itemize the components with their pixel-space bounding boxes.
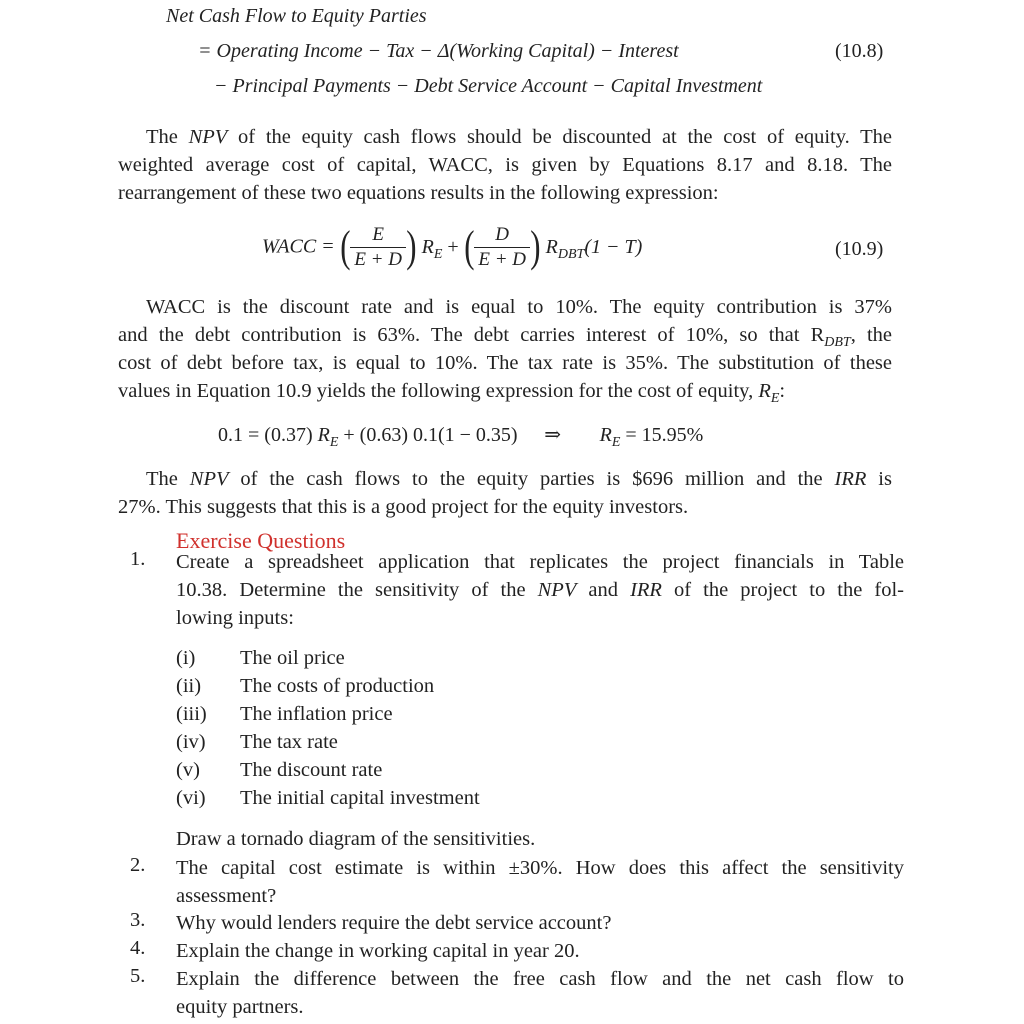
question-line: Explain the change in working capital in year 20. [176,940,580,962]
plus-sign: + [442,235,459,258]
irr-term: IRR [834,468,867,490]
fraction-denominator: E + D [354,248,402,270]
question-number: 5. [130,965,146,987]
list-marker: (iii) [176,703,207,725]
paragraph-line: cost of debt before tax, is equal to 10%. The tax rate is 35%. The substitution of these [118,352,892,374]
fraction-denominator: E + D [478,248,526,270]
question-line: The capital cost estimate is within ±30%. How does this affect the sensitivity [176,857,904,879]
paragraph-line: WACC is the discount rate and is equal to 10%. The equity contribution is 37% [146,296,892,318]
paragraph-line: rearrangement of these two equations results in the following expression: [118,182,719,204]
question-line: Create a spreadsheet application that replicates the project financials in Table [176,551,904,573]
paragraph-npv-equity-parties [118,465,892,521]
fraction-equity [350,223,406,272]
fraction-debt [474,223,530,272]
paragraph-line [118,321,892,349]
equation-10-8-line3: − Principal Payments − Debt Service Account − Capital Investment [214,75,763,97]
tax-factor: (1 − T) [584,235,643,258]
dbt-subscript: DBT [824,335,851,350]
list-marker: (i) [176,647,196,669]
equation-10-9 [262,222,642,272]
right-paren: ) [530,222,541,271]
question-1-text [176,548,904,632]
list-item [176,784,480,812]
re-subscript: E [611,435,621,450]
list-text: The tax rate [240,731,338,753]
paragraph-wacc [118,293,892,405]
text: The [146,126,189,148]
re-subscript: E [770,391,780,406]
question-line: equity partners. [176,996,304,1018]
text: of the project to the fol- [661,579,904,601]
text: The [146,468,190,490]
text: : [779,380,786,402]
re-symbol: R [317,424,330,446]
npv-term: NPV [189,468,229,490]
list-marker: (vi) [176,787,206,809]
list-marker: (v) [176,759,200,781]
paragraph-npv-equity [118,123,892,207]
question-number: 2. [130,854,146,876]
question-3-text [176,909,904,937]
text: of the equity cash flows should be discounted at the cost of equity. The [227,126,892,148]
left-paren: ( [463,222,475,271]
text: and the debt contribution is 63%. The debt carries interest of 10%, so that R [118,324,825,346]
list-marker: (iv) [176,731,206,753]
list-item [176,644,345,672]
text: of the cash flows to the equity parties is $696 million and the [228,468,835,490]
re-symbol: R [599,424,612,446]
re-symbol: R [758,380,771,402]
text: and [576,579,631,601]
re-subscript: E [329,435,339,450]
equation-10-8-line2: = Operating Income − Tax − Δ(Working Capital) − Interest [198,40,679,62]
npv-term: NPV [188,126,228,148]
paragraph-line: weighted average cost of capital, WACC, is given by Equations 8.17 and 8.18. The [118,154,892,176]
rdbt-subscript: DBT [557,246,585,262]
eq-result: = 15.95% [620,424,704,446]
question-number: 3. [130,909,146,931]
equation-number-10-8: (10.8) [835,40,884,62]
paragraph-line [118,377,892,405]
list-item [176,672,434,700]
paragraph-line [118,465,892,493]
list-marker: (ii) [176,675,202,697]
question-5-text [176,965,904,1021]
list-text: The inflation price [240,703,393,725]
exercise-questions-heading: Exercise Questions [176,528,346,553]
paragraph-line [118,123,892,151]
question-4-text [176,937,904,965]
rdbt-symbol: R [545,235,558,258]
list-text: The oil price [240,647,345,669]
paragraph-line: 27%. This suggests that this is a good project for the equity investors. [118,496,689,518]
question-line: lowing inputs: [176,607,294,629]
question-number: 1. [130,548,146,570]
re-term [421,235,459,262]
text: is [866,468,892,490]
irr-term: IRR [630,579,662,601]
question-line [176,576,904,604]
equation-number-10-9: (10.9) [835,238,884,260]
re-symbol: R [421,235,434,258]
fraction-numerator: D [474,223,530,248]
question-line: Why would lenders require the debt service account? [176,912,612,934]
fraction-numerator: E [350,223,406,248]
list-item [176,756,382,784]
text: values in Equation 10.9 yields the following expression for the cost of equity, [118,380,759,402]
wacc-lhs: WACC = [262,235,335,258]
text: , the [850,324,892,346]
question-2-text [176,854,904,910]
right-paren: ) [406,222,417,271]
eq-left: 0.1 = (0.37) [218,424,318,446]
text: 10.38. Determine the sensitivity of the [176,579,538,601]
re-subscript: E [433,246,443,262]
left-paren: ( [339,222,351,271]
question-number: 4. [130,937,146,959]
list-item [176,700,393,728]
question-1-followup: Draw a tornado diagram of the sensitivities. [176,828,536,850]
list-text: The discount rate [240,759,383,781]
eq-middle: + (0.63) 0.1(1 − 0.35) [338,424,518,446]
rdbt-term [545,235,643,262]
question-line: assessment? [176,885,277,907]
implies-arrow: ⇒ [544,424,561,446]
equation-cost-of-equity [218,422,704,450]
list-text: The initial capital investment [240,787,480,809]
list-text: The costs of production [240,675,435,697]
list-item [176,728,338,756]
equation-10-8-line1: Net Cash Flow to Equity Parties [166,5,427,27]
question-line: Explain the difference between the free cash flow and the net cash flow to [176,968,904,990]
npv-term: NPV [537,579,577,601]
